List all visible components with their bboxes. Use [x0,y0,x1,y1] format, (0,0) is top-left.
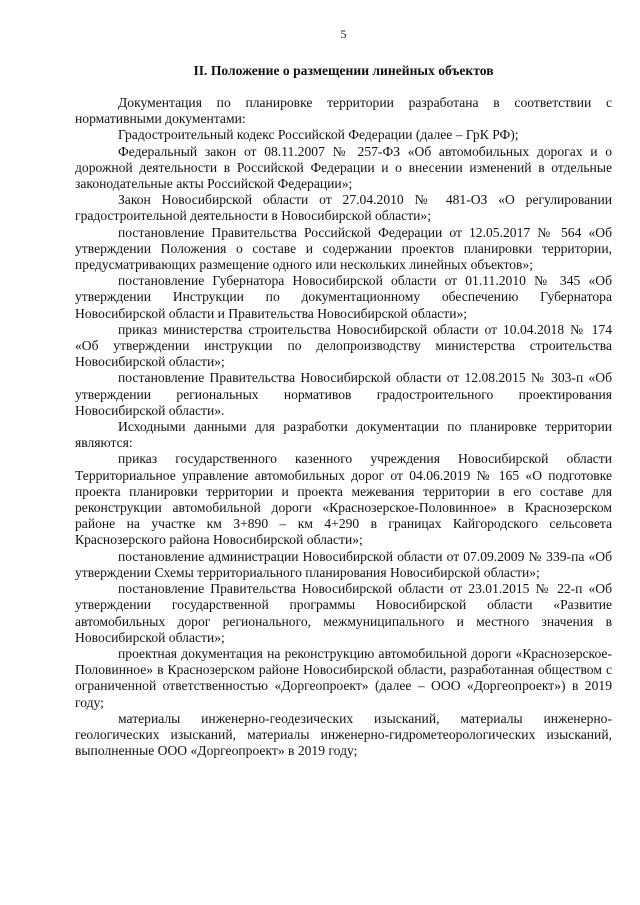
paragraph: приказ министерства строительства Новосибирской области от 10.04.2018 № 174 «Об утверждении инструкции по делопроизводству министерства строительства Новосибирской области»; [75,321,612,370]
paragraph: приказ государственного казенного учреждения Новосибирской области Территориальное управление автомобильных дорог от 04.06.2019 № 165 «О подготовке проекта планировки территории и проекта межевания территории в его составе для реконструкции автомобильной дороги «Краснозерское-Половинное» в Краснозерском районе на участке км 3+890 – км 4+290 в границах Кайгородского сельсовета Краснозерского района Новосибирской области»; [75,451,612,548]
section-title: II. Положение о размещении линейных объектов [193,63,494,78]
paragraph: Градостроительный кодекс Российской Федерации (далее – ГрК РФ); [118,127,519,143]
paragraph: постановление администрации Новосибирской области от 07.09.2009 № 339-па «Об утверждении Схемы территориального планирования Новосибирской области»; [75,548,612,580]
document-body [75,95,612,759]
page-number: 5 [340,27,347,41]
paragraph: Документация по планировке территории разработана в соответствии с нормативными документами: [75,95,612,127]
paragraph: постановление Правительства Новосибирской области от 12.08.2015 № 303-п «Об утверждении региональных нормативов градостроительного проектирования Новосибирской области». [75,370,612,418]
paragraph: Исходными данными для разработки документации по планировке территории являются: [75,419,612,451]
paragraph: постановление Правительства Новосибирской области от 23.01.2015 № 22-п «Об утверждении государственной программы Новосибирской области «Развитие автомобильных дорог регионального, межмуниципального и местного значения в Новосибирской области»; [75,581,612,645]
paragraph: Федеральный закон от 08.11.2007 № 257-ФЗ «Об автомобильных дорогах и о дорожной деятельности в Российской Федерации и о внесении изменений в отдельные законодательные акты Российской Федерации»; [75,143,612,192]
paragraph: проектная документация на реконструкцию автомобильной дороги «Краснозерское-Половинное» в Краснозерском районе Новосибирской области, разработанная обществом с ограниченной ответственностью «Доргеопроект» (далее – ООО «Доргеопроект») в 2019 году; [75,645,612,710]
paragraph: материалы инженерно-геодезических изысканий, материалы инженерно-геологических изысканий, материалы инженерно-гидрометеорологических изысканий, выполненные ООО «Доргеопроект» в 2019 году; [75,710,612,759]
paragraph: Закон Новосибирской области от 27.04.2010 № 481-ОЗ «О регулировании градостроительной деятельности в Новосибирской области»; [75,192,612,224]
paragraph: постановление Губернатора Новосибирской области от 01.11.2010 № 345 «Об утверждении Инструкции по документационному обеспечению Губернатора Новосибирской области и Правительства Новосибирской области»; [75,273,612,321]
paragraph: постановление Правительства Российской Федерации от 12.05.2017 № 564 «Об утверждении Положения о составе и содержании проектов планировки территории, предусматривающих размещение одного или нескольких линейных объектов»; [75,224,612,273]
